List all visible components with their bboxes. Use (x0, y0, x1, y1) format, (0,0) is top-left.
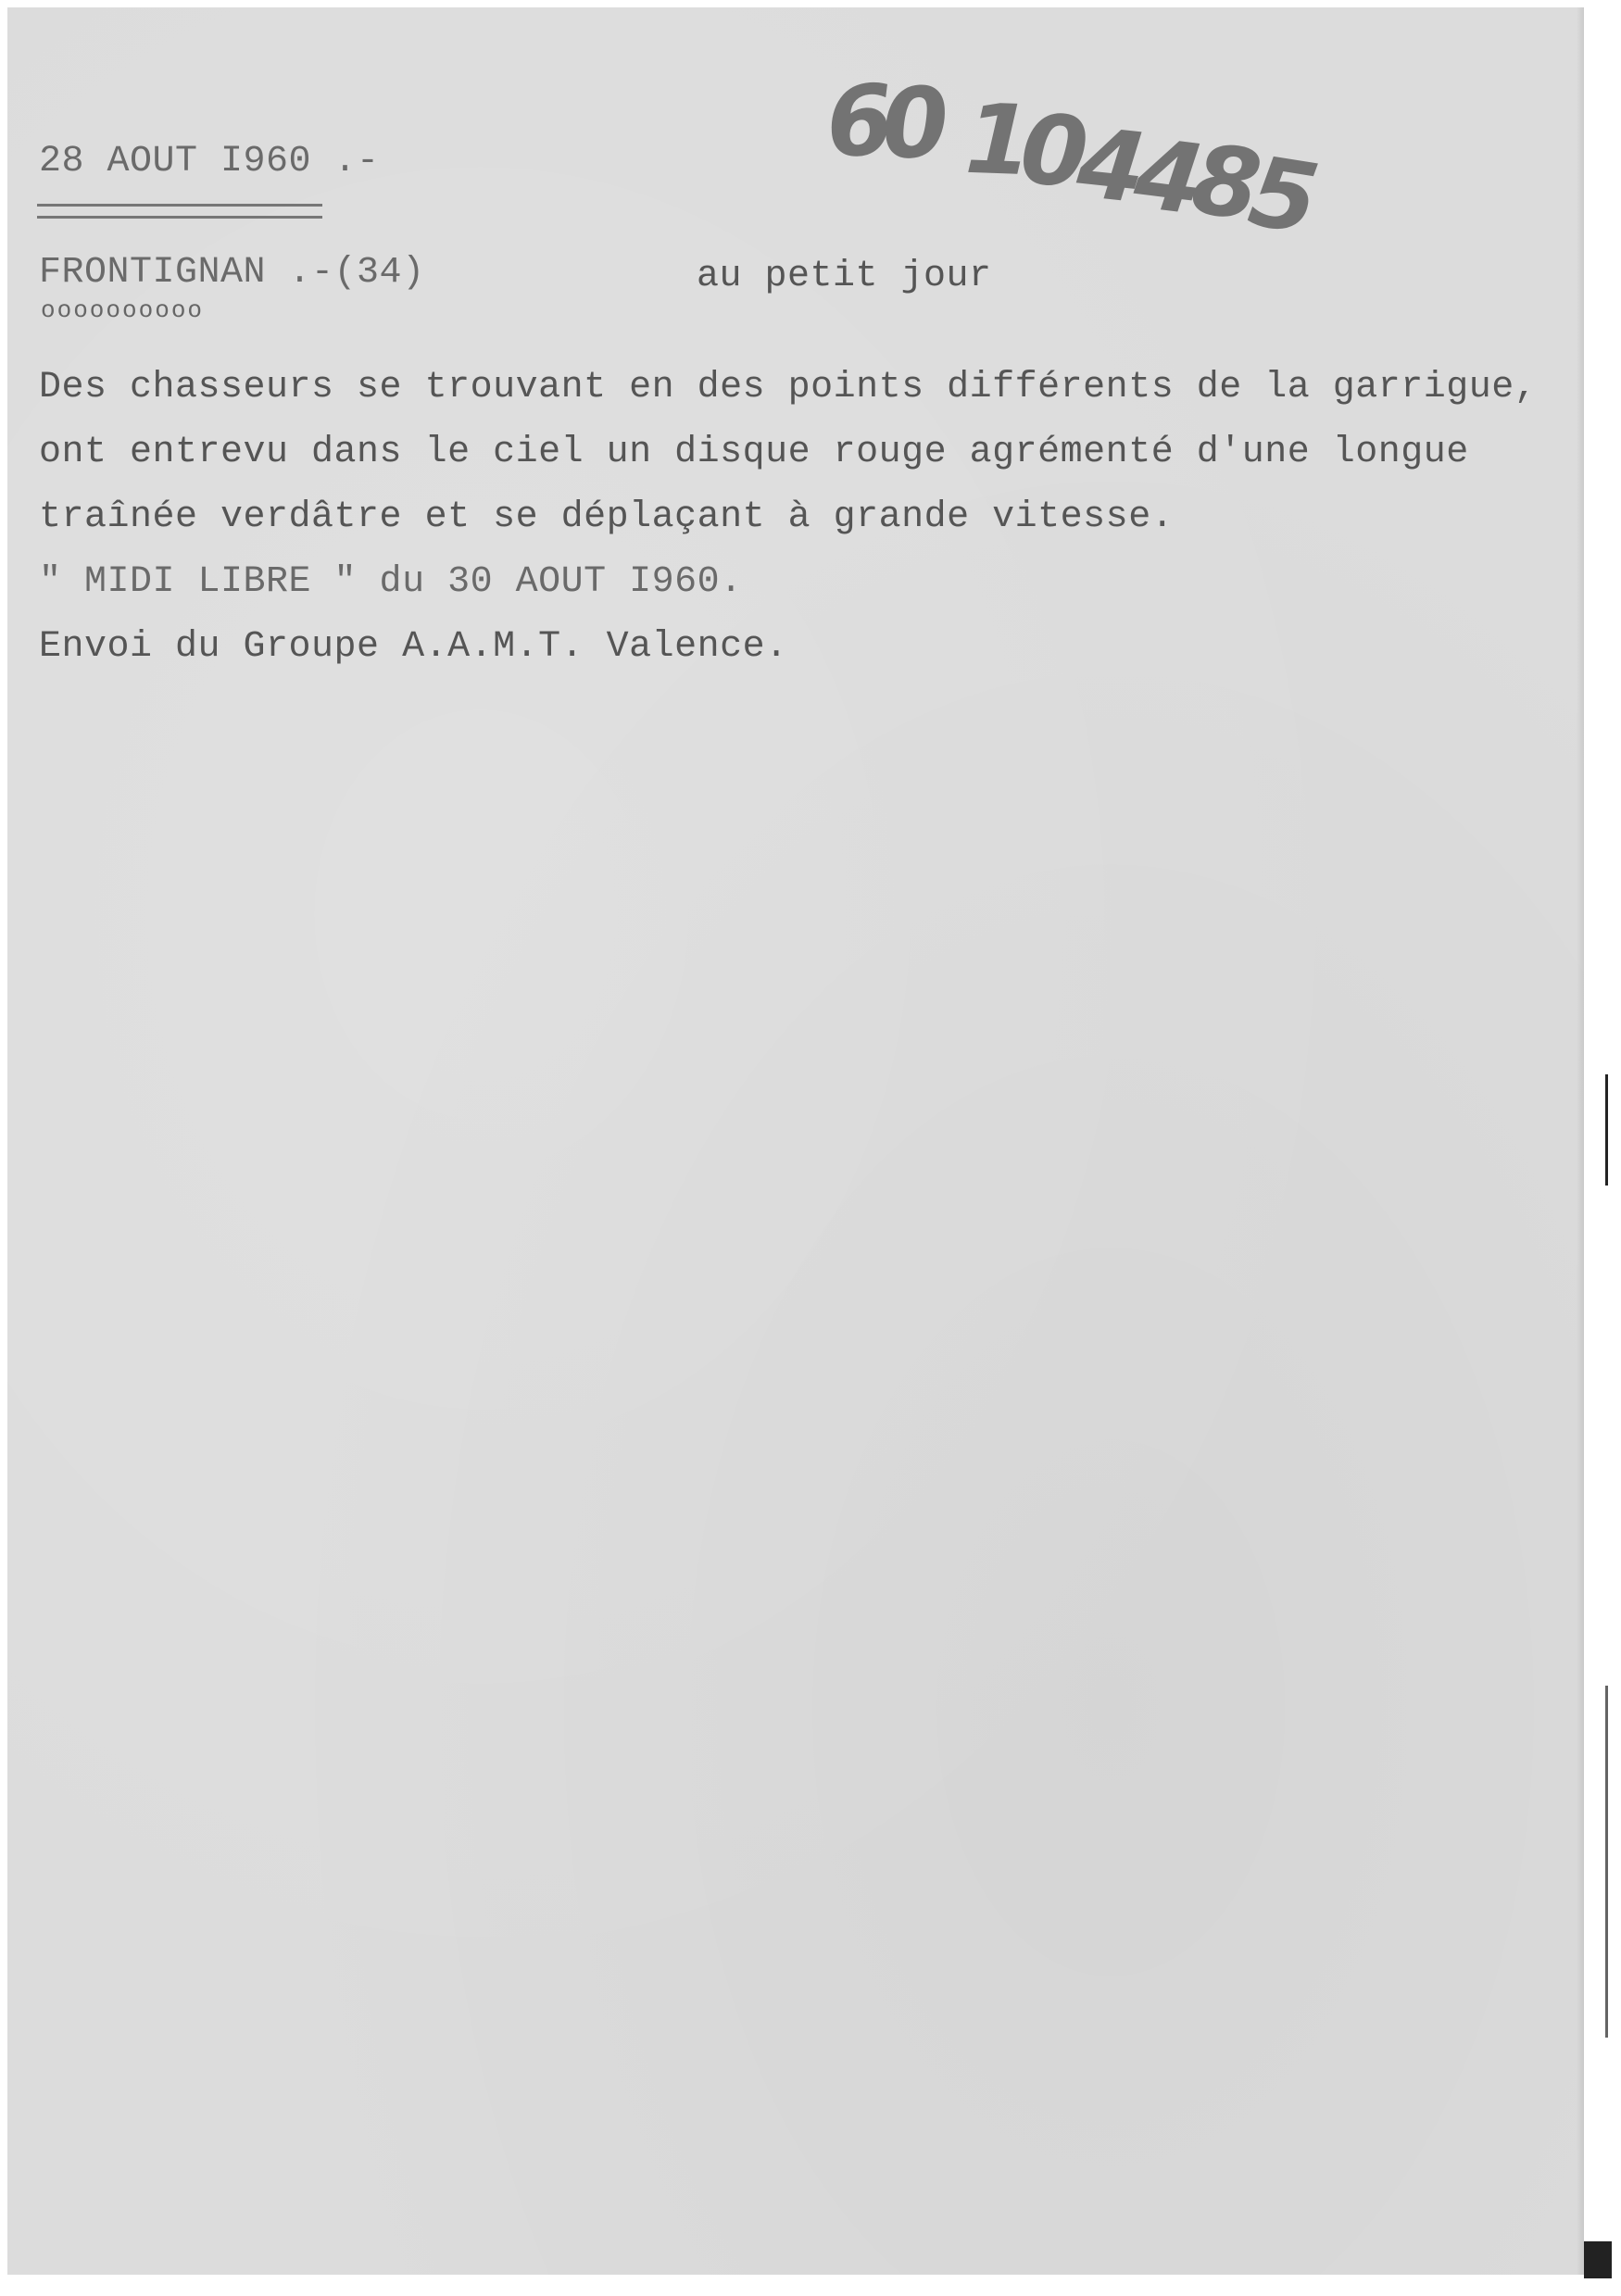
location-underline-circles: oooooooooo (41, 296, 205, 324)
body-line-2: ont entrevu dans le ciel un disque rouge agrémenté d'une longue (39, 432, 1469, 473)
stamp-digit: 0 (1016, 92, 1092, 210)
stamp-digit: 8 (1185, 121, 1268, 244)
stamp-digit: 5 (1241, 134, 1326, 257)
report-time: au petit jour (697, 256, 992, 297)
date-underline (37, 204, 322, 219)
body-line-3: traînée verdâtre et se déplaçant à grande vitesse. (39, 496, 1175, 538)
page-edge-mark (1605, 1074, 1608, 1186)
page-edge-mark (1605, 1686, 1608, 2038)
stamp-digit: 1 (962, 82, 1035, 198)
source-line: " MIDI LIBRE " du 30 AOUT I960. (39, 561, 743, 603)
report-date: 28 AOUT I960 .- (39, 141, 380, 182)
sender-line: Envoi du Groupe A.A.M.T. Valence. (39, 626, 788, 668)
page-edge-shadow (1577, 7, 1584, 2275)
page-edge-mark (1584, 2241, 1612, 2278)
report-location: FRONTIGNAN .-(34) (39, 252, 425, 294)
body-line-1: Des chasseurs se trouvant en des points différents de la garrigue, (39, 367, 1538, 408)
document-page (7, 7, 1584, 2275)
stamp-digit: 4 (1128, 117, 1210, 237)
stamp-digit: 6 (822, 62, 898, 181)
stamp-digit: 0 (878, 65, 952, 182)
archive-number-stamp (822, 62, 1475, 278)
stamp-digit: 4 (1072, 106, 1151, 226)
